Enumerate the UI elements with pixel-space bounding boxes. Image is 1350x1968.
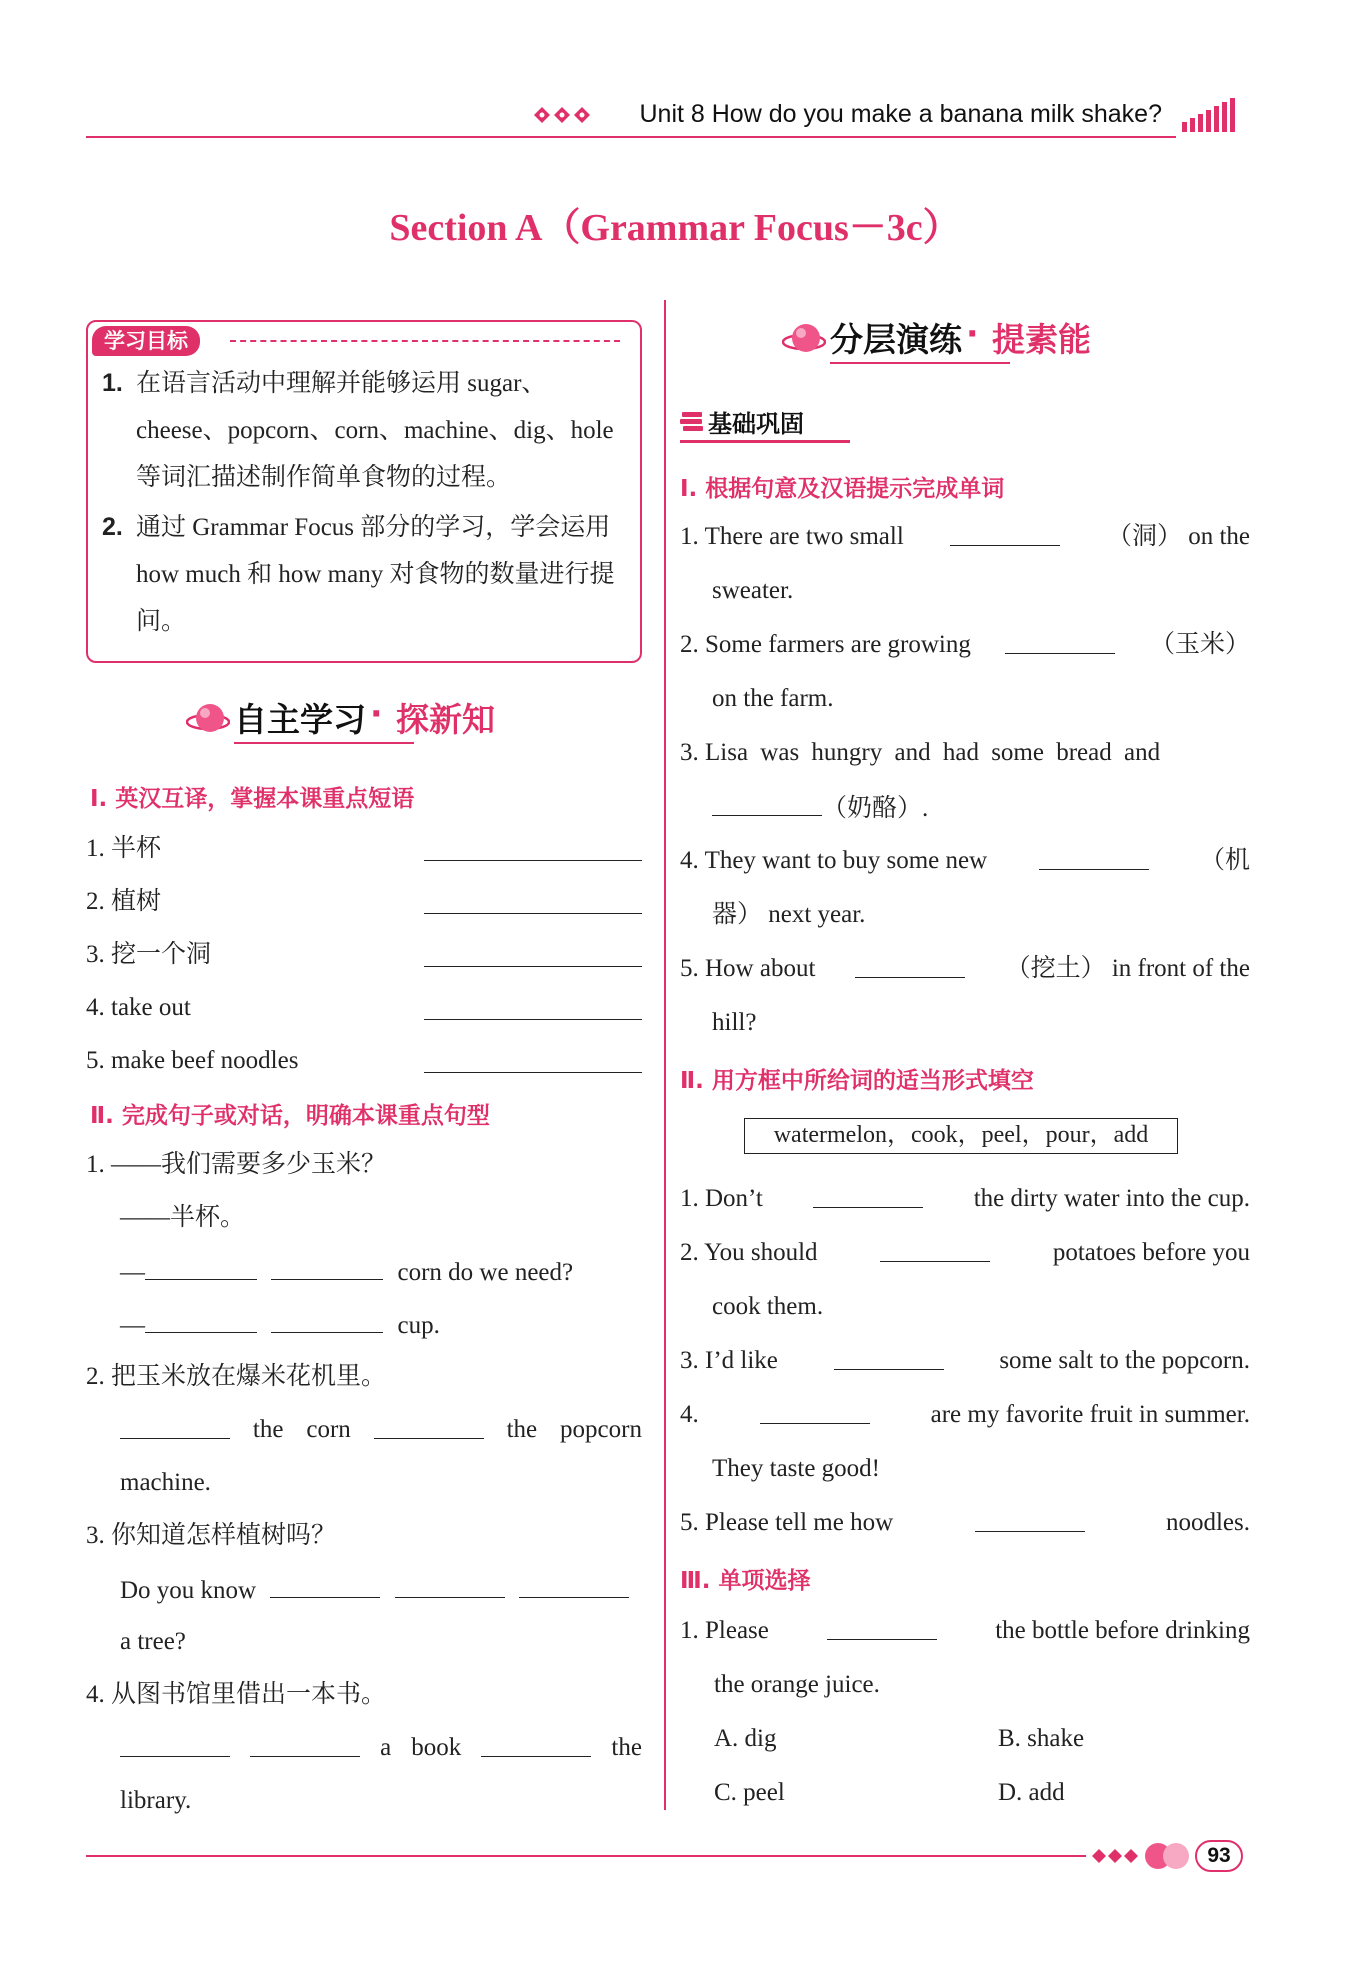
question-number: 2. [680,631,699,658]
blank [712,792,822,816]
module-header-practice [782,310,1162,366]
goal-item [102,360,632,501]
sentence-word: a [380,1734,392,1761]
module-highlight: 探新知 [396,700,495,739]
sentence-text: You should [704,1239,818,1266]
module-underline [830,362,1010,364]
goal-number: 1. [102,369,123,397]
planet-icon [186,700,230,740]
signal-bars-icon [1180,98,1240,132]
sub-section-label: 基础巩固 [708,410,804,438]
blank [481,1733,591,1757]
question-english [120,1733,642,1763]
sentence-text: Please [705,1617,769,1644]
blank [270,1574,380,1598]
sub-section-underline [680,440,850,443]
answer-line [424,1019,642,1020]
question-number: 1. [680,1185,699,1212]
blank [395,1574,505,1598]
sentence-text: cup. [397,1312,440,1339]
phrase-item: 4. take out [86,994,191,1021]
phrase-item: 5. make beef noodles [86,1047,299,1074]
diamond-arrows-icon [534,104,600,126]
footer-diamond-icon [1090,1838,1194,1874]
goal-number: 2. [102,513,123,541]
module-header-self-study [186,690,546,746]
option-d[interactable]: D. add [998,1779,1065,1806]
blank [145,1256,257,1280]
sentence-text: Some farmers are growing [705,631,971,658]
question-number: 2. [680,1239,699,1266]
question-number: 2. [86,1363,105,1390]
blank [855,954,965,978]
question-english [120,1574,629,1606]
section-title: Section A（Grammar Focus－3c） [389,207,961,249]
option-b[interactable]: B. shake [998,1725,1085,1752]
page-number: 93 [1195,1840,1243,1872]
question-chinese-reply: ——半杯。 [120,1204,246,1231]
question-item [680,1616,1250,1646]
question-item [86,1362,386,1392]
question-item [680,1346,1250,1376]
blank [950,522,1060,546]
question-number: 1. [86,1151,105,1178]
sentence-text: 器） next year. [712,901,866,928]
sentence-text: They want to buy some new [704,847,988,874]
sentence-text: Please tell me how [705,1509,894,1536]
part-title: Ⅱ. 完成句子或对话，明确本课重点句型 [90,1103,490,1129]
option-a[interactable]: A. dig [714,1725,777,1752]
part-title: Ⅰ. 根据句意及汉语提示完成单词 [680,476,1005,502]
sentence-text: （玉米） [1149,631,1250,658]
sentence-text: the orange juice. [714,1671,880,1698]
goals-tag: 学习目标 [92,326,200,356]
question-chinese: 把玉米放在爆米花机里。 [111,1363,387,1390]
sentence-word: popcorn [560,1416,642,1443]
phrase-item: 2. 植树 [86,888,162,915]
sentence-text: cook them. [712,1293,824,1320]
question-chinese: 你知道怎样植树吗？ [111,1522,337,1549]
question-item [680,738,1160,768]
blank [1005,630,1115,654]
question-english [120,1309,440,1341]
column-divider [664,300,666,1810]
module-dot: · [966,314,979,353]
sentence-text: （机 [1199,847,1250,874]
sentence-text: （洞） on the [1106,523,1250,550]
question-number: 4. [86,1681,105,1708]
sentence-text: a tree? [120,1628,186,1655]
footer-rule [86,1855,1086,1857]
module-highlight: 提素能 [992,320,1091,359]
blank [519,1574,629,1598]
question-item [680,1508,1250,1538]
sentence-word: the [611,1734,642,1761]
learning-goals-box [86,320,642,663]
dialog-dash: — [120,1259,145,1286]
answer-line [424,860,642,861]
question-number: 1. [680,1617,699,1644]
question-number: 3. [680,1347,699,1374]
page-header [86,96,1240,140]
question-number: 1. [680,523,699,550]
blank [120,1415,230,1439]
sentence-word: corn [306,1416,351,1443]
module-title: 自主学习 [234,700,366,739]
sentence-text: （挖土） in front of the [1005,955,1250,982]
blank [827,1616,937,1640]
planet-icon [782,320,826,360]
sentence-text: Do you know [120,1577,257,1604]
module-dot: · [370,694,383,733]
question-number: 5. [680,1509,699,1536]
question-number: 4. [680,847,699,874]
goals-dashed-rule [230,340,620,342]
sentence-text: the dirty water into the cup. [973,1185,1250,1212]
part-title: Ⅱ. 用方框中所给词的适当形式填空 [680,1068,1034,1094]
question-chinese: ——我们需要多少玉米？ [111,1151,387,1178]
module-title: 分层演练 [830,320,962,359]
phrase-item: 1. 半杯 [86,835,162,862]
sentence-text: on the farm. [712,685,834,712]
question-number: 4. [680,1401,699,1428]
sentence-word: the [506,1416,538,1443]
question-item [680,1238,1250,1268]
blank [374,1415,484,1439]
phrase-item: 3. 挖一个洞 [86,941,212,968]
sentence-text: potatoes before you [1052,1239,1250,1266]
sentence-text: the bottle before drinking [995,1617,1250,1644]
goal-text: 通过 Grammar Focus 部分的学习，学会运用 how much 和 how many 对食物的数量进行提问。 [136,514,615,635]
blank [880,1238,990,1262]
blank [813,1184,923,1208]
sentence-text: They taste good! [712,1455,881,1482]
question-item [680,954,1250,984]
blank [120,1733,230,1757]
sentence-text: corn do we need? [397,1259,574,1286]
question-english [120,1415,642,1445]
unit-title: Unit 8 How do you make a banana milk shake? [639,100,1162,128]
header-rule [86,136,1176,138]
question-number: 3. [680,739,699,766]
part-title: Ⅰ. 英汉互译，掌握本课重点短语 [90,786,415,812]
question-item [680,522,1250,552]
answer-line [424,966,642,967]
goal-text: 在语言活动中理解并能够运用 sugar、cheese、popcorn、corn、machine、dig、hole 等词汇描述制作简单食物的过程。 [136,370,614,491]
question-item [86,1521,336,1551]
part-title: Ⅲ. 单项选择 [680,1568,811,1594]
sentence-text: Lisa was hungry and had some bread and [705,739,1161,766]
blank [271,1309,383,1333]
sentence-text: Don’t [705,1185,763,1212]
blank [1039,846,1149,870]
answer-line [424,1072,642,1073]
question-item [680,630,1250,660]
sentence-text: some salt to the popcorn. [999,1347,1250,1374]
dialog-dash: — [120,1312,145,1339]
goal-item [102,504,632,645]
question-number: 5. [680,955,699,982]
answer-line [424,913,642,914]
question-item [680,1400,1250,1430]
question-item [86,1680,386,1710]
module-underline [234,742,414,744]
blank [760,1400,870,1424]
sentence-text: How about [705,955,816,982]
option-c[interactable]: C. peel [714,1779,785,1806]
blank [271,1256,383,1280]
sentence-word: the [252,1416,284,1443]
sentence-text: noodles. [1165,1509,1250,1536]
sentence-text: I’d like [705,1347,778,1374]
sentence-text: （奶酪）. [822,795,929,822]
question-item [680,846,1250,876]
sentence-text: library. [120,1787,192,1814]
blank [834,1346,944,1370]
sentence-text: There are two small [704,523,904,550]
books-icon [680,406,706,436]
question-english [120,1256,573,1288]
question-number: 3. [86,1522,105,1549]
blank [145,1309,257,1333]
question-chinese: 从图书馆里借出一本书。 [111,1681,387,1708]
blank [250,1733,360,1757]
sentence-text: hill? [712,1009,757,1036]
question-item [680,1184,1250,1214]
sentence-word: book [411,1734,462,1761]
sentence-text: sweater. [712,577,794,604]
question-continuation [712,792,928,824]
sentence-text: machine. [120,1469,211,1496]
question-item [86,1150,386,1180]
sentence-text: are my favorite fruit in summer. [930,1401,1250,1428]
word-bank-box: watermelon，cook，peel，pour，add [744,1118,1178,1154]
blank [975,1508,1085,1532]
